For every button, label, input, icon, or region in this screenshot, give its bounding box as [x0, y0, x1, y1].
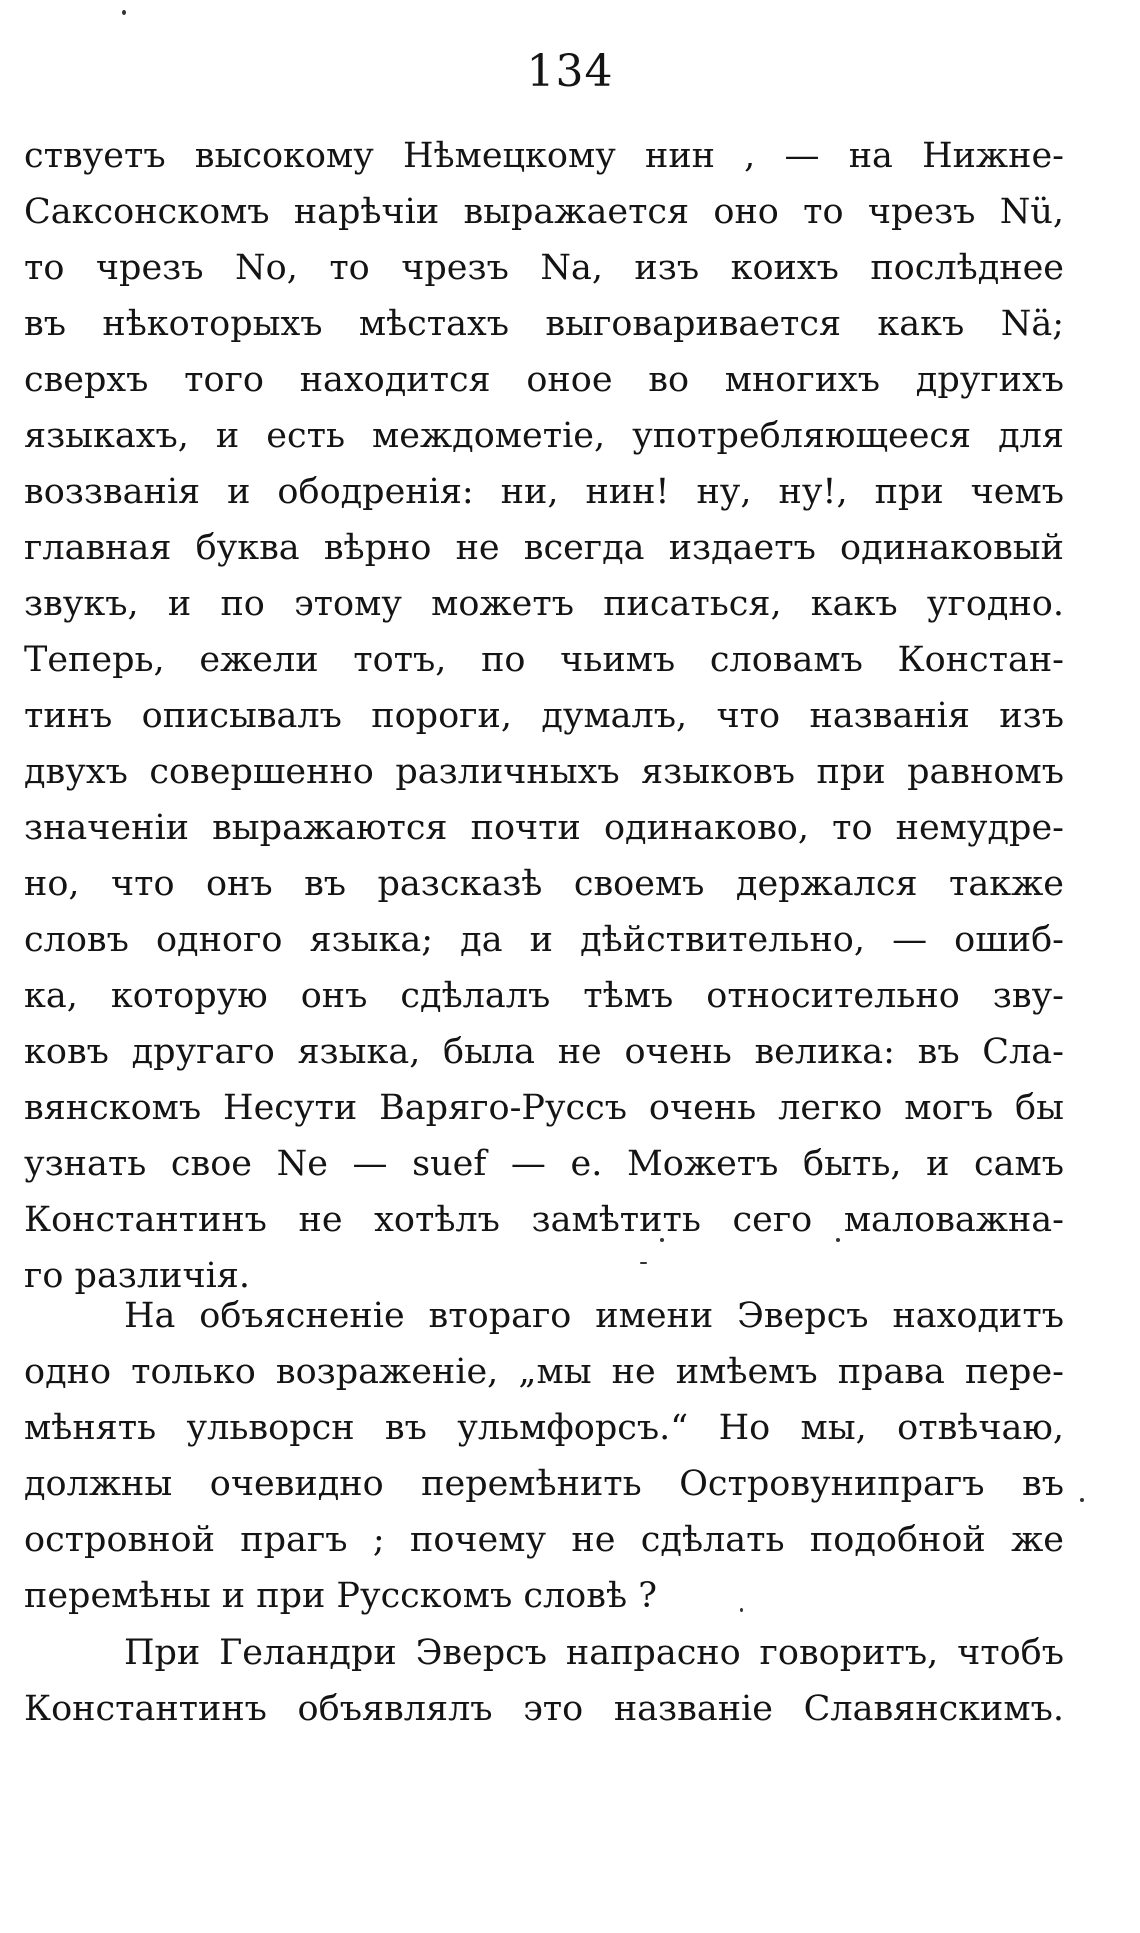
text-line: перемѣны и при Русскомъ словѣ ? — [24, 1576, 657, 1616]
text-line: Саксонскомъ нарѣчіи выражается оно то чрезъ Nü, — [24, 192, 1064, 232]
text-line: мѣнять ульворсн въ ульмфорсъ.“ Но мы, отвѣчаю, — [24, 1408, 1064, 1448]
text-line: При Геландри Эверсъ напрасно говоритъ, чтобъ — [124, 1633, 1064, 1673]
text-line: одно только возраженіе, „мы не имѣемъ права пере- — [24, 1352, 1064, 1392]
page-number: 134 — [526, 46, 614, 97]
paragraph — [24, 1288, 1064, 1624]
text-line: ка, которую онъ сдѣлалъ тѣмъ относительно зву- — [24, 976, 1064, 1016]
text-line: значеніи выражаются почти одинаково, то немудре- — [24, 808, 1064, 848]
text-line: двухъ совершенно различныхъ языковъ при равномъ — [24, 752, 1064, 792]
paragraph — [24, 1625, 1064, 1737]
text-line: главная буква вѣрно не всегда издаетъ одинаковый — [24, 528, 1064, 568]
text-line: узнать свое Ne — suef — е. Можетъ быть, и самъ — [24, 1144, 1064, 1184]
ink-speck — [122, 10, 126, 15]
paragraph — [24, 128, 1064, 1304]
text-line: ковъ другаго языка, была не очень велика: въ Сла- — [24, 1032, 1064, 1072]
text-line: На объясненіе втораго имени Эверсъ находитъ — [124, 1296, 1064, 1336]
text-line: въ нѣкоторыхъ мѣстахъ выговаривается какъ Nä; — [24, 304, 1064, 344]
text-line: островной прагъ ; почему не сдѣлать подобной же — [24, 1520, 1064, 1560]
text-line: воззванія и ободренія: ни, нин! ну, ну!, при чемъ — [24, 472, 1064, 512]
text-line: сверхъ того находится оное во многихъ другихъ — [24, 360, 1064, 400]
text-line: звукъ, и по этому можетъ писаться, какъ угодно. — [24, 584, 1064, 624]
text-line: но, что онъ въ разсказѣ своемъ держался также — [24, 864, 1064, 904]
text-line: Константинъ объявлялъ это названіе Славянскимъ. — [24, 1689, 1064, 1729]
text-line: ствуетъ высокому Нѣмецкому нин , — на Нижне- — [24, 136, 1064, 176]
ink-speck — [1080, 1498, 1084, 1502]
text-line: Константинъ не хотѣлъ замѣтить сего маловажна- — [24, 1200, 1064, 1240]
text-line: го различія. — [24, 1256, 250, 1296]
text-line: должны очевидно перемѣнить Островунипрагъ въ — [24, 1464, 1064, 1504]
text-line: вянскомъ Несути Варяго-Руссъ очень легко могъ бы — [24, 1088, 1064, 1128]
text-line: Теперь, ежели тотъ, по чьимъ словамъ Констан- — [24, 640, 1064, 680]
text-line: тинъ описывалъ пороги, думалъ, что названія изъ — [24, 696, 1064, 736]
text-line: языкахъ, и есть междометіе, употребляющееся для — [24, 416, 1064, 456]
text-line: то чрезъ No, то чрезъ Na, изъ коихъ послѣднее — [24, 248, 1064, 288]
text-line: словъ одного языка; да и дѣйствительно, — ошиб- — [24, 920, 1064, 960]
